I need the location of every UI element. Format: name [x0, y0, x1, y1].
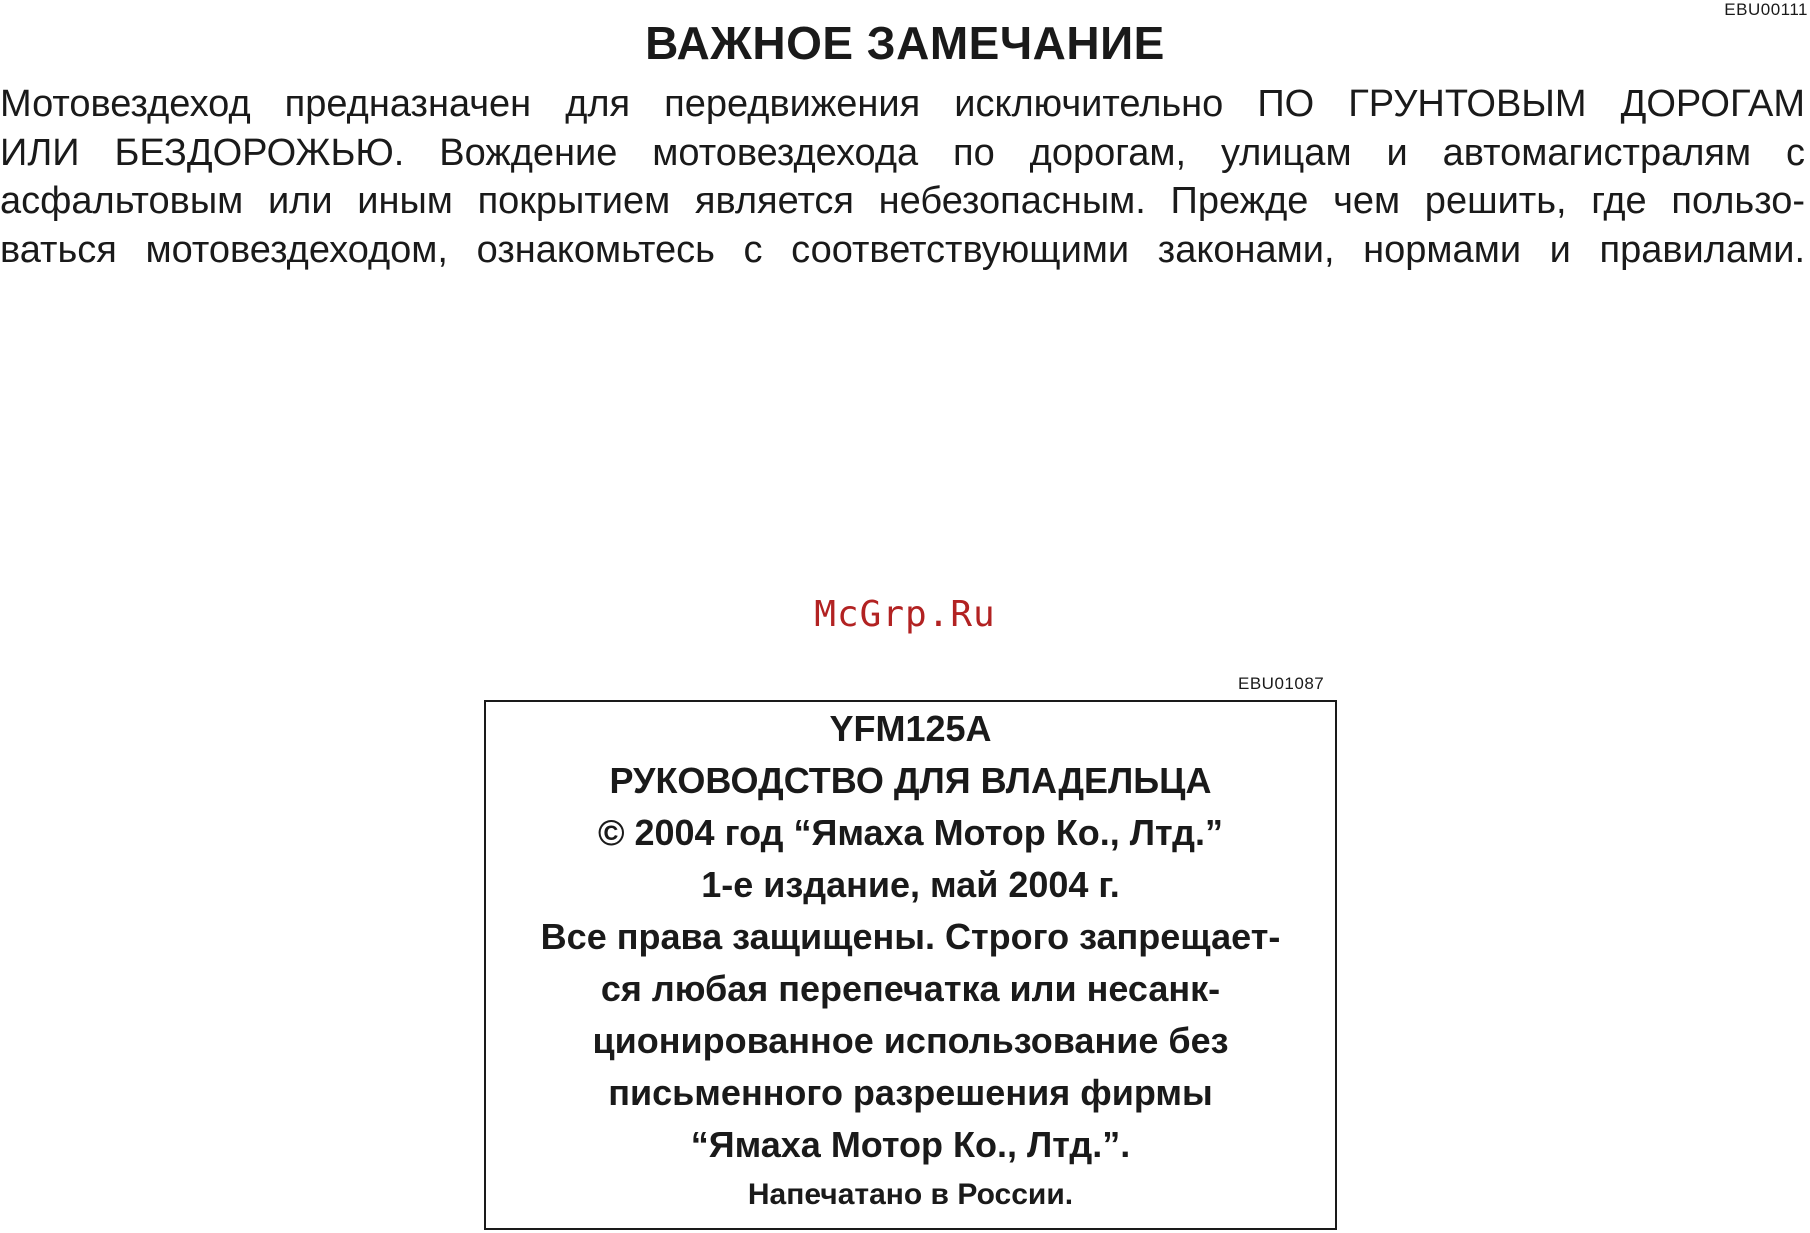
rights-line: письменного разрешения фирмы: [608, 1072, 1213, 1113]
document-code-box: EBU01087: [1238, 674, 1325, 693]
watermark: McGrp.Ru: [814, 594, 996, 635]
rights-line: ционированное использование без: [592, 1020, 1229, 1061]
intro-line: Мотовездеход предназначен для передвижения исключительно ПО ГРУНТОВЫМ ДОРОГАМ: [0, 83, 1805, 125]
copyright-line: © 2004 год “Ямаха Мотор Ко., Лтд.”: [597, 812, 1224, 853]
rights-line: “Ямаха Мотор Ко., Лтд.”.: [690, 1124, 1131, 1165]
document-type: РУКОВОДСТВО ДЛЯ ВЛАДЕЛЬЦА: [609, 760, 1212, 801]
page-title: ВАЖНОЕ ЗАМЕЧАНИЕ: [645, 17, 1165, 69]
intro-line: ИЛИ БЕЗДОРОЖЬЮ. Вождение мотовездехода по дорогам, улицам и автомагистралям с: [0, 131, 1805, 174]
rights-line: Все права защищены. Строго запрещает-: [540, 916, 1281, 957]
edition-line: 1-е издание, май 2004 г.: [701, 864, 1120, 905]
document-code-top: EBU00111: [1724, 0, 1808, 19]
publication-info-box: [484, 700, 1337, 1230]
intro-line: ваться мотовездеходом, ознакомьтесь с соответствующими законами, нормами и правилами.: [0, 228, 1805, 271]
rights-line: ся любая перепечатка или несанк-: [600, 968, 1221, 1009]
intro-line: асфальтовым или иным покрытием является небезопасным. Прежде чем решить, где пользо-: [0, 180, 1805, 222]
intro-paragraph: [0, 80, 1805, 274]
printed-in-line: Напечатано в России.: [747, 1178, 1074, 1211]
model-name: YFM125A: [829, 708, 992, 749]
